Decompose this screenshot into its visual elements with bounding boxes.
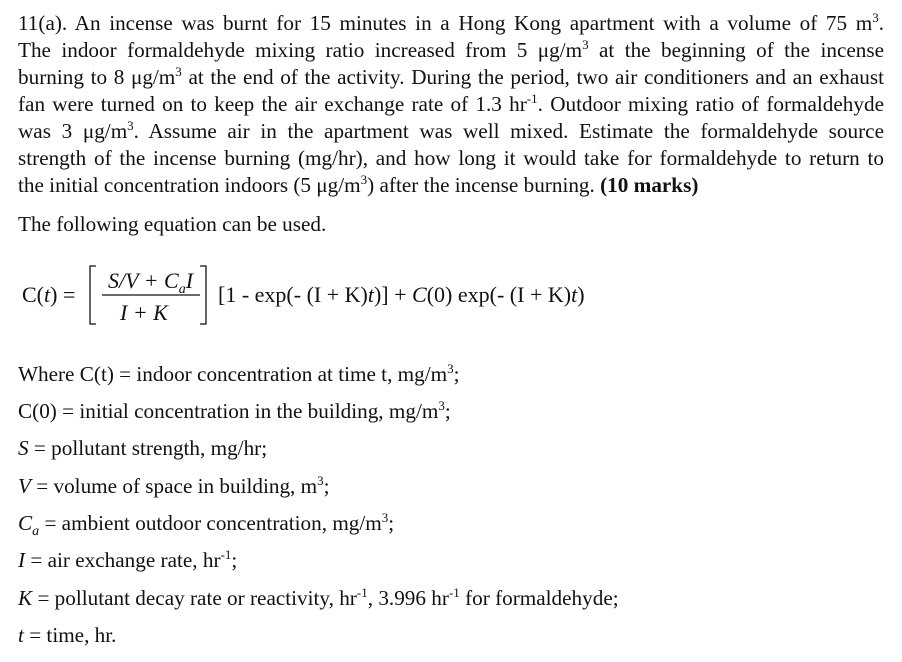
equation-denominator: I + K <box>120 300 168 325</box>
equation-lhs: C(t) = <box>22 282 76 307</box>
question-line-5: was 3 $\mu g/m^3$. Assume air in the apartment was well mixed. Estimate the formaldehyde source <box>18 118 884 143</box>
definition-i: I = air exchange rate, $hr^{-1}$; <box>18 547 238 572</box>
equation-rest: [1 - exp(- (I + K)t)] + C(0) exp(- (I + K)t) <box>218 282 585 307</box>
question-paragraph <box>18 10 884 199</box>
equation-numerator: $S/V + C_aI$ <box>108 268 194 297</box>
definition-c0: C(0) = initial concentration in the building, $mg/m^3$; <box>18 398 451 423</box>
equation-graphic <box>22 262 622 328</box>
definition-ca: $C_a$ = ambient outdoor concentration, $mg/m^3$; <box>18 510 395 540</box>
definition-ct: Where C(t) = indoor concentration at time t, $mg/m^3$; <box>18 361 460 386</box>
equation-intro: The following equation can be used. <box>18 212 327 236</box>
equation <box>22 262 622 328</box>
marks-label: (10 marks) <box>600 173 699 197</box>
right-bracket <box>200 266 206 324</box>
question-line-2: The indoor formaldehyde mixing ratio increased from 5 $\mu g/m^3$ at the beginning of the incense <box>18 37 884 62</box>
definition-k: K = pollutant decay rate or reactivity, $hr^{-1}$, 3.996 $hr^{-1}$ for formaldehyde; <box>18 585 619 610</box>
question-line-6: strength of the incense burning (mg/hr), and how long it would take for formaldehyde to return to <box>18 146 884 170</box>
definition-v: V = volume of space in building, $m^3$; <box>18 473 330 498</box>
definition-s: S = pollutant strength, mg/hr; <box>18 436 268 460</box>
question-line-7: the initial concentration indoors (5 $\mu g/m^3$) after the incense burning. (10 marks) <box>18 172 699 197</box>
question-line-3: burning to 8 $\mu g/m^3$ at the end of the activity. During the period, two air conditioners and an exhaust <box>18 64 884 89</box>
question-line-1: 11(a). An incense was burnt for 15 minutes in a Hong Kong apartment with a volume of 75 $m^3$. <box>18 10 884 35</box>
left-bracket <box>90 266 96 324</box>
question-line-4: fan were turned on to keep the air exchange rate of 1.3 $hr^{-1}$. Outdoor mixing ratio of formaldehyde <box>18 91 884 116</box>
definition-t: t = time, hr. <box>18 623 117 647</box>
